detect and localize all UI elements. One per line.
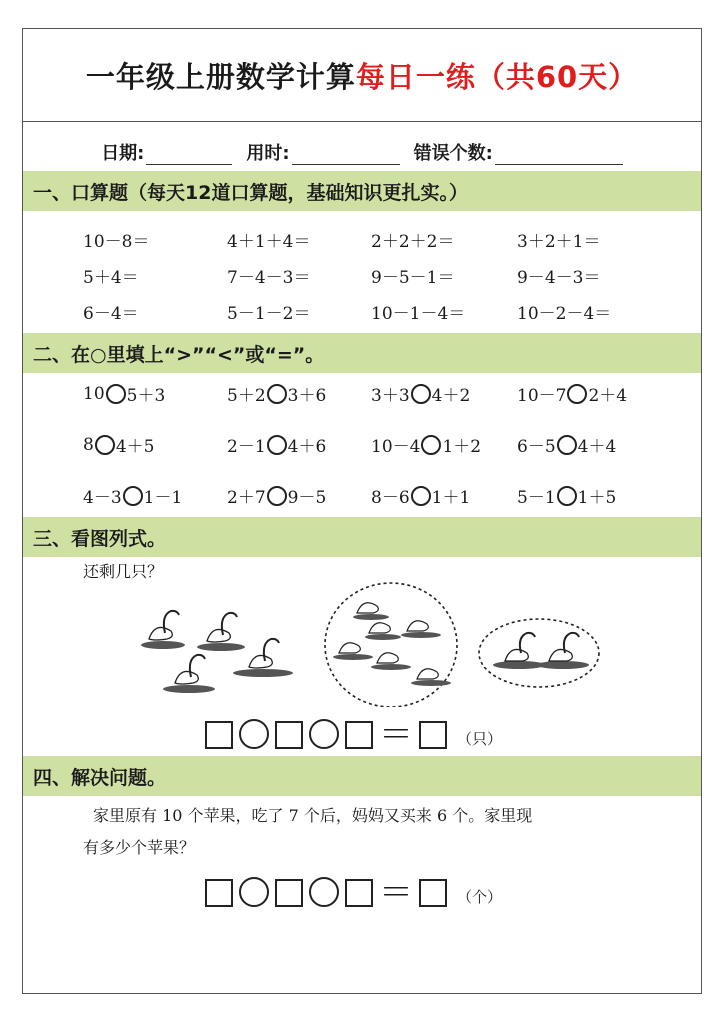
compare-right: 2＋4 <box>588 386 628 406</box>
compare-right: 4＋2 <box>431 386 471 406</box>
compare-left: 10－7 <box>517 386 567 406</box>
time-field <box>246 139 399 165</box>
compare-right: 1－1 <box>143 488 183 508</box>
equals-sign: ＝ <box>379 715 413 755</box>
title-red: 每日一练（共60天） <box>355 59 639 94</box>
compare-right: 9－5 <box>287 488 327 508</box>
compare-item <box>83 483 227 508</box>
compare-circle[interactable] <box>557 486 577 506</box>
mental-math-item: 4＋1＋4＝ <box>227 232 311 252</box>
mental-math-item: 9－5－1＝ <box>371 268 455 288</box>
compare-item <box>517 483 677 508</box>
compare-item <box>83 381 227 406</box>
compare-item <box>517 381 677 406</box>
compare-circle[interactable] <box>411 384 431 404</box>
time-label: 用时: <box>246 143 290 164</box>
compare-circle[interactable] <box>95 435 115 455</box>
compare-left: 10－4 <box>371 437 421 457</box>
compare-item <box>227 432 371 457</box>
compare-item <box>227 483 371 508</box>
problem-formula <box>205 873 503 913</box>
date-label: 日期: <box>101 143 145 164</box>
mental-math-item: 6－4＝ <box>83 304 139 324</box>
mental-math-item: 3＋2＋1＝ <box>517 232 601 252</box>
section3-heading: 三、看图列式。 <box>23 517 701 557</box>
compare-item <box>227 381 371 406</box>
problem-line-2: 有多少个苹果？ <box>83 838 196 857</box>
mental-math-grid <box>83 227 683 324</box>
answer-box[interactable] <box>345 879 373 907</box>
mental-math-item: 5＋4＝ <box>83 268 139 288</box>
title-main: 一年级上册数学计算 <box>85 59 356 94</box>
info-row <box>23 125 701 165</box>
date-field <box>101 139 232 165</box>
result-box[interactable] <box>419 879 447 907</box>
answer-box[interactable] <box>275 721 303 749</box>
title-row <box>23 29 701 122</box>
compare-left: 3＋3 <box>371 386 410 406</box>
mental-math-item: 10－2－4＝ <box>517 304 612 324</box>
mental-math-item: 5－1－2＝ <box>227 304 311 324</box>
errors-label: 错误个数: <box>413 143 493 164</box>
section2-heading: 二、在○里填上“>”“<”或“=”。 <box>23 333 701 373</box>
worksheet <box>22 28 702 994</box>
compare-left: 8 <box>83 434 94 455</box>
compare-item <box>371 432 517 457</box>
answer-box[interactable] <box>275 879 303 907</box>
operator-circle[interactable] <box>309 719 339 749</box>
compare-circle[interactable] <box>421 435 441 455</box>
section4-heading: 四、解决问题。 <box>23 756 701 796</box>
mental-math-item: 9－4－3＝ <box>517 268 601 288</box>
compare-item <box>371 381 517 406</box>
date-blank[interactable] <box>146 142 232 165</box>
compare-item <box>83 432 227 457</box>
swan-group-right <box>479 619 599 687</box>
compare-right: 4＋6 <box>287 437 327 457</box>
answer-box[interactable] <box>345 721 373 749</box>
compare-circle[interactable] <box>267 486 287 506</box>
problem-line-1: 家里原有 10 个苹果，吃了 7 个后，妈妈又买来 6 个。家里现 <box>93 806 533 825</box>
compare-circle[interactable] <box>557 435 577 455</box>
time-blank[interactable] <box>292 142 400 165</box>
compare-left: 2＋7 <box>227 488 266 508</box>
compare-item <box>517 432 677 457</box>
compare-circle[interactable] <box>411 486 431 506</box>
compare-circle[interactable] <box>267 384 287 404</box>
section1-heading: 一、口算题（每天12道口算题，基础知识更扎实。） <box>23 171 701 211</box>
mental-math-item: 7－4－3＝ <box>227 268 311 288</box>
compare-circle[interactable] <box>106 384 126 404</box>
swan-group-middle <box>325 583 457 707</box>
picture-formula <box>205 715 503 755</box>
compare-circle[interactable] <box>123 486 143 506</box>
compare-item <box>371 483 517 508</box>
operator-circle[interactable] <box>309 877 339 907</box>
compare-left: 4－3 <box>83 488 122 508</box>
compare-left: 5－1 <box>517 488 556 508</box>
compare-circle[interactable] <box>267 435 287 455</box>
errors-field <box>414 139 623 165</box>
page-title <box>86 55 638 96</box>
compare-left: 8－6 <box>371 488 410 508</box>
answer-box[interactable] <box>205 721 233 749</box>
mental-math-item: 2＋2＋2＝ <box>371 232 455 252</box>
compare-right: 1＋2 <box>442 437 482 457</box>
unit-label: （只） <box>457 730 503 748</box>
mental-math-item: 10－1－4＝ <box>371 304 466 324</box>
unit-label: （个） <box>457 888 503 906</box>
result-box[interactable] <box>419 721 447 749</box>
compare-left: 10 <box>83 383 105 404</box>
compare-left: 2－1 <box>227 437 266 457</box>
compare-right: 1＋1 <box>431 488 471 508</box>
equals-sign: ＝ <box>379 873 413 913</box>
compare-right: 5＋3 <box>126 386 166 406</box>
operator-circle[interactable] <box>239 877 269 907</box>
compare-right: 4＋4 <box>577 437 617 457</box>
compare-left: 5＋2 <box>227 386 266 406</box>
answer-box[interactable] <box>205 879 233 907</box>
compare-left: 6－5 <box>517 437 556 457</box>
operator-circle[interactable] <box>239 719 269 749</box>
compare-right: 1＋5 <box>577 488 617 508</box>
swan-illustration <box>131 577 601 707</box>
mental-math-item: 10－8＝ <box>83 232 150 252</box>
compare-grid <box>83 381 683 508</box>
compare-right: 3＋6 <box>287 386 327 406</box>
compare-circle[interactable] <box>567 384 587 404</box>
swan-group-left <box>141 611 293 693</box>
errors-blank[interactable] <box>495 142 623 165</box>
compare-right: 4＋5 <box>115 437 155 457</box>
section3-question: 还剩几只？ <box>83 562 164 581</box>
